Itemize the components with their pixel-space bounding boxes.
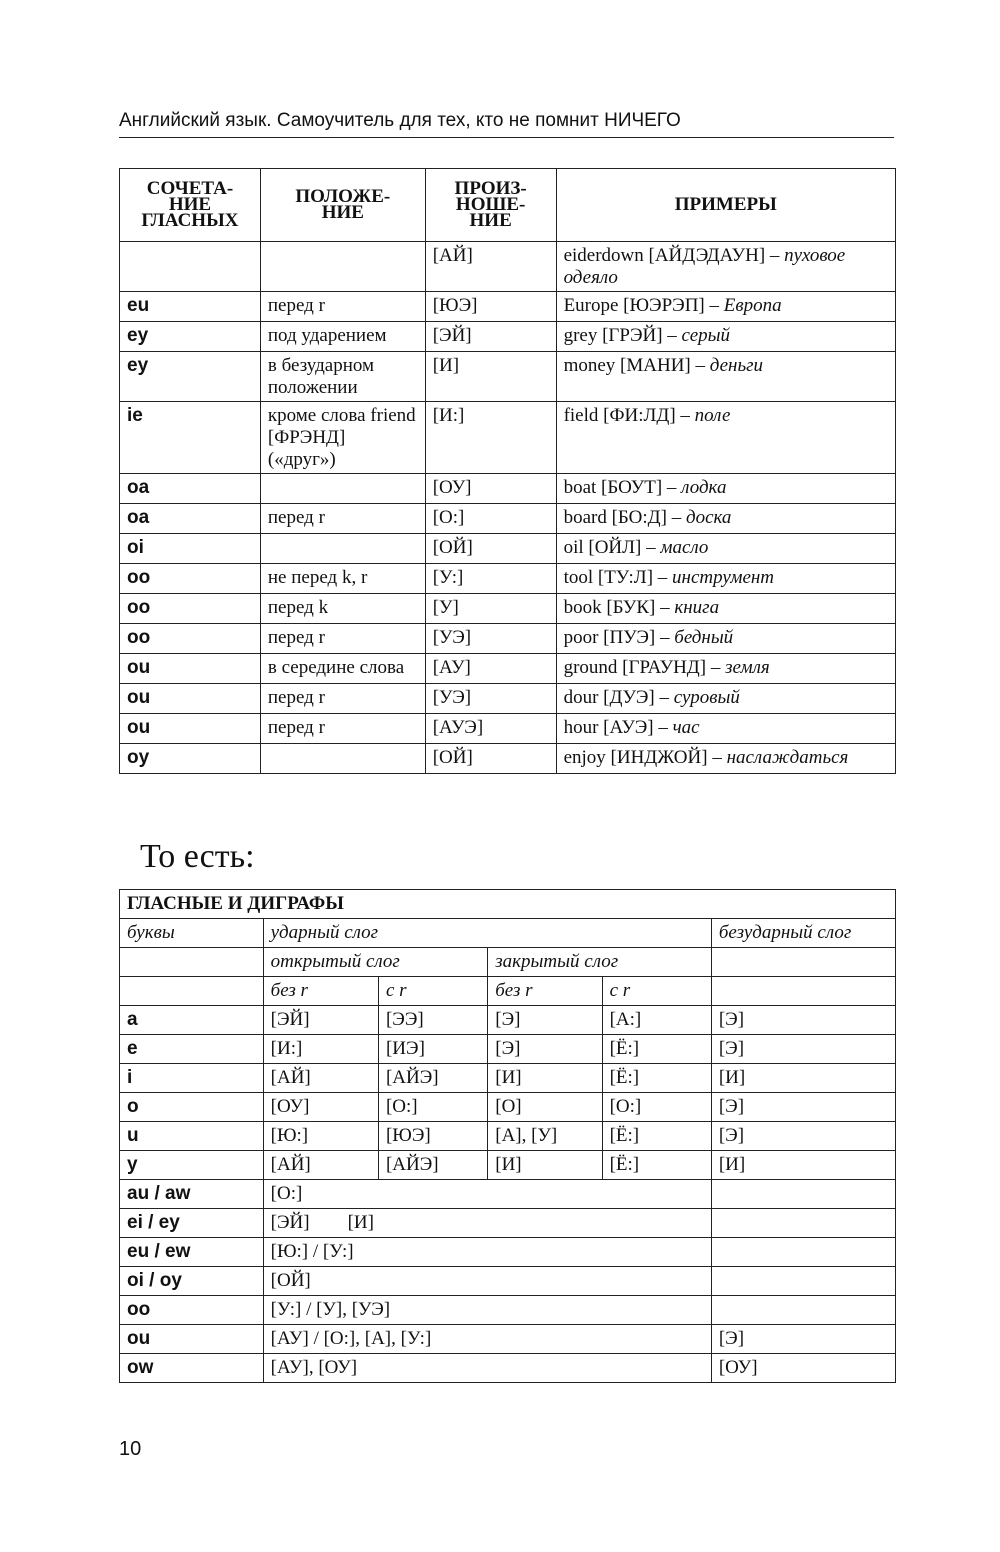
table-row [120, 1180, 896, 1209]
stressed-sound-cell: [У:] / [У], [УЭ] [263, 1296, 711, 1325]
example-cell [556, 402, 895, 474]
example-cell [556, 684, 895, 714]
pronunciation-cell: [У] [425, 594, 556, 624]
pronunciation-cell: [АУ] [425, 654, 556, 684]
table-row [120, 1035, 896, 1064]
digraph-letters: oo [120, 1296, 264, 1325]
digraph-letters: ei / ey [120, 1209, 264, 1238]
table-row [120, 1209, 896, 1238]
pronunciation-cell: [У:] [425, 564, 556, 594]
vowel-letter: i [120, 1064, 264, 1093]
table-row [120, 402, 896, 474]
unstressed-header: безударный слог [711, 919, 895, 948]
vowel-combination: oa [120, 474, 261, 504]
unstressed-sound-cell [711, 1296, 895, 1325]
digraph-letters: au / aw [120, 1180, 264, 1209]
digraph-letters: ow [120, 1354, 264, 1383]
position-cell: перед r [260, 624, 425, 654]
example-word: board [БО:Д] – [563, 507, 682, 528]
sound-cell: [Ё:] [602, 1151, 711, 1180]
unstressed-sound-cell: [ОУ] [711, 1354, 895, 1383]
table-row [120, 242, 896, 292]
vowel-combination: oo [120, 624, 261, 654]
sound-cell: [Э] [711, 1122, 895, 1151]
vowel-combination: ou [120, 684, 261, 714]
example-cell [556, 322, 895, 352]
position-cell: кроме слова friend [ФРЭНД] («друг») [260, 402, 425, 474]
column-header-line: НИЕ [321, 202, 364, 223]
vowel-letter: o [120, 1093, 264, 1122]
example-translation: поле [694, 405, 731, 426]
vowel-combination: ou [120, 714, 261, 744]
stressed-sound-cell: [ОЙ] [263, 1267, 711, 1296]
example-translation: инструмент [672, 567, 775, 588]
example-translation: пуховое одеяло [563, 245, 846, 288]
example-translation: масло [660, 537, 709, 558]
sound-cell: [И] [488, 1151, 602, 1180]
sound-cell: [АЙЭ] [378, 1151, 487, 1180]
position-cell [260, 744, 425, 774]
example-translation: бедный [674, 627, 734, 648]
example-translation: земля [725, 657, 770, 678]
sound-cell: [Э] [488, 1006, 602, 1035]
table-row [120, 534, 896, 564]
sound-cell: [Э] [488, 1035, 602, 1064]
sound-cell: [ИЭ] [378, 1035, 487, 1064]
sub-header: с r [602, 977, 711, 1006]
position-cell: перед r [260, 684, 425, 714]
example-word: enjoy [ИНДЖОЙ] – [563, 747, 722, 768]
stressed-sound-cell: [ЭЙ] [И] [263, 1209, 711, 1238]
table-row [120, 564, 896, 594]
page-number: 10 [119, 1438, 142, 1460]
running-title: Английский язык. Самоучитель для тех, кто не помнит НИЧЕГО [119, 110, 894, 138]
example-cell [556, 654, 895, 684]
sound-cell: [О:] [378, 1093, 487, 1122]
position-cell: не перед k, r [260, 564, 425, 594]
example-cell [556, 594, 895, 624]
vowel-combination: oo [120, 594, 261, 624]
example-cell [556, 474, 895, 504]
column-header-line: СОЧЕТА- [146, 178, 234, 199]
sub-header: без r [263, 977, 378, 1006]
table-row [120, 292, 896, 322]
pronunciation-cell: [УЭ] [425, 684, 556, 714]
sound-cell: [Ё:] [602, 1064, 711, 1093]
digraph-letters: eu / ew [120, 1238, 264, 1267]
example-cell [556, 564, 895, 594]
table-row [120, 1006, 896, 1035]
table-row [120, 1122, 896, 1151]
position-cell [260, 242, 425, 292]
example-translation: Европа [723, 295, 782, 316]
table-row [120, 1354, 896, 1383]
empty-cell [711, 977, 895, 1006]
sound-cell: [АЙ] [263, 1151, 378, 1180]
vowels-digraphs-table [119, 889, 896, 1383]
vowel-combination: oa [120, 504, 261, 534]
table-row [120, 744, 896, 774]
sound-cell: [И] [488, 1064, 602, 1093]
sound-cell: [И] [711, 1064, 895, 1093]
vowel-combination [120, 242, 261, 292]
stressed-header: ударный слог [263, 919, 711, 948]
sound-cell: [Ю:] [263, 1122, 378, 1151]
example-translation: час [672, 717, 700, 738]
sound-cell: [А:] [602, 1006, 711, 1035]
table-header-row [120, 169, 896, 242]
sound-cell: [О] [488, 1093, 602, 1122]
example-word: money [МАНИ] – [563, 355, 705, 376]
column-header [425, 169, 556, 242]
position-cell: перед r [260, 504, 425, 534]
sub-header: с r [378, 977, 487, 1006]
example-translation: книга [674, 597, 720, 618]
pronunciation-cell: [И] [425, 352, 556, 402]
example-translation: лодка [681, 477, 727, 498]
stressed-sound-cell: [АУ] / [О:], [А], [У:] [263, 1325, 711, 1354]
table-title: ГЛАСНЫЕ И ДИГРАФЫ [120, 890, 896, 919]
sound-cell: [А], [У] [488, 1122, 602, 1151]
example-cell [556, 292, 895, 322]
vowel-combination: oo [120, 564, 261, 594]
unstressed-sound-cell [711, 1180, 895, 1209]
table-row [120, 1296, 896, 1325]
sound-cell: [Э] [711, 1006, 895, 1035]
column-header-line: ПРИМЕРЫ [674, 194, 777, 215]
table-row [120, 594, 896, 624]
sound-cell: [Э] [711, 1093, 895, 1122]
table-row [120, 1064, 896, 1093]
sound-cell: [Э] [711, 1035, 895, 1064]
sound-cell: [И] [711, 1151, 895, 1180]
example-word: eiderdown [АЙДЭДАУН] – [563, 245, 780, 266]
sound-cell: [ЭЙ] [263, 1006, 378, 1035]
sound-cell: [ЭЭ] [378, 1006, 487, 1035]
column-header [556, 169, 895, 242]
vowel-letter: a [120, 1006, 264, 1035]
pronunciation-cell: [ОЙ] [425, 744, 556, 774]
position-cell: перед r [260, 292, 425, 322]
closed-syllable-header: закрытый слог [488, 948, 712, 977]
position-cell: перед r [260, 714, 425, 744]
example-word: poor [ПУЭ] – [563, 627, 670, 648]
column-header-line: НОШЕ- [455, 194, 526, 215]
unstressed-sound-cell [711, 1267, 895, 1296]
position-cell [260, 534, 425, 564]
example-cell [556, 352, 895, 402]
table-row [120, 322, 896, 352]
example-word: boat [БОУТ] – [563, 477, 677, 498]
example-cell [556, 714, 895, 744]
sub-header: без r [488, 977, 602, 1006]
pronunciation-cell: [ОЙ] [425, 534, 556, 564]
vowel-combinations-table [119, 168, 896, 774]
digraph-letters: ou [120, 1325, 264, 1354]
column-header-line: НИЕ [469, 210, 512, 231]
pronunciation-cell: [ОУ] [425, 474, 556, 504]
vowel-letter: e [120, 1035, 264, 1064]
vowel-combination: ey [120, 322, 261, 352]
position-cell: перед k [260, 594, 425, 624]
stressed-sound-cell: [О:] [263, 1180, 711, 1209]
table-row [120, 654, 896, 684]
vowel-letter: y [120, 1151, 264, 1180]
example-word: hour [АУЭ] – [563, 717, 668, 738]
vowel-combination: oy [120, 744, 261, 774]
example-translation: деньги [709, 355, 764, 376]
open-syllable-header: открытый слог [263, 948, 488, 977]
empty-cell [711, 948, 895, 977]
pronunciation-cell: [ЭЙ] [425, 322, 556, 352]
unstressed-sound-cell: [Э] [711, 1325, 895, 1354]
vowel-combination: ey [120, 352, 261, 402]
table-row [120, 352, 896, 402]
letters-header: буквы [120, 919, 264, 948]
example-word: oil [ОЙЛ] – [563, 537, 656, 558]
vowel-combination: ie [120, 402, 261, 474]
pronunciation-cell: [И:] [425, 402, 556, 474]
table-row [120, 1151, 896, 1180]
example-translation: наслаждаться [726, 747, 849, 768]
position-cell [260, 474, 425, 504]
table-row [120, 1093, 896, 1122]
example-cell [556, 624, 895, 654]
sound-cell: [О:] [602, 1093, 711, 1122]
column-header [120, 169, 261, 242]
stressed-sound-cell: [АУ], [ОУ] [263, 1354, 711, 1383]
empty-cell [120, 948, 264, 977]
position-cell: под ударением [260, 322, 425, 352]
example-word: field [ФИ:ЛД] – [563, 405, 690, 426]
example-cell [556, 242, 895, 292]
table-row [120, 684, 896, 714]
example-word: ground [ГРАУНД] – [563, 657, 721, 678]
empty-cell [120, 977, 264, 1006]
position-cell: в безударном положении [260, 352, 425, 402]
column-header-line: ПРОИЗ- [454, 178, 527, 199]
position-cell: в середине слова [260, 654, 425, 684]
pronunciation-cell: [УЭ] [425, 624, 556, 654]
column-header-line: ПОЛОЖЕ- [295, 186, 391, 207]
vowel-letter: u [120, 1122, 264, 1151]
sound-cell: [АЙЭ] [378, 1064, 487, 1093]
table-row [120, 714, 896, 744]
unstressed-sound-cell [711, 1238, 895, 1267]
example-word: Europe [ЮЭРЭП] – [563, 295, 719, 316]
sound-cell: [ЮЭ] [378, 1122, 487, 1151]
pronunciation-cell: [АУЭ] [425, 714, 556, 744]
stressed-sound-cell: [Ю:] / [У:] [263, 1238, 711, 1267]
pronunciation-cell: [ЮЭ] [425, 292, 556, 322]
sound-cell: [АЙ] [263, 1064, 378, 1093]
example-word: tool [ТУ:Л] – [563, 567, 668, 588]
table-row [120, 474, 896, 504]
example-translation: доска [685, 507, 732, 528]
table-row [120, 1267, 896, 1296]
example-word: grey [ГРЭЙ] – [563, 325, 677, 346]
sound-cell: [И:] [263, 1035, 378, 1064]
column-header-line: НИЕ [168, 194, 212, 215]
table-row [120, 1238, 896, 1267]
example-cell [556, 504, 895, 534]
example-word: dour [ДУЭ] – [563, 687, 669, 708]
sound-cell: [Ё:] [602, 1035, 711, 1064]
table-row [120, 1325, 896, 1354]
column-header [260, 169, 425, 242]
section-lead-in: То есть: [140, 838, 255, 875]
example-word: book [БУК] – [563, 597, 670, 618]
pronunciation-cell: [О:] [425, 504, 556, 534]
example-cell [556, 534, 895, 564]
example-cell [556, 744, 895, 774]
sound-cell: [ОУ] [263, 1093, 378, 1122]
example-translation: суровый [673, 687, 740, 708]
example-translation: серый [681, 325, 731, 346]
digraph-letters: oi / oy [120, 1267, 264, 1296]
vowel-combination: eu [120, 292, 261, 322]
vowel-combination: oi [120, 534, 261, 564]
column-header-line: ГЛАСНЫХ [141, 210, 239, 231]
pronunciation-cell: [АЙ] [425, 242, 556, 292]
vowel-combination: ou [120, 654, 261, 684]
unstressed-sound-cell [711, 1209, 895, 1238]
table-row [120, 504, 896, 534]
sound-cell: [Ё:] [602, 1122, 711, 1151]
table-row [120, 624, 896, 654]
